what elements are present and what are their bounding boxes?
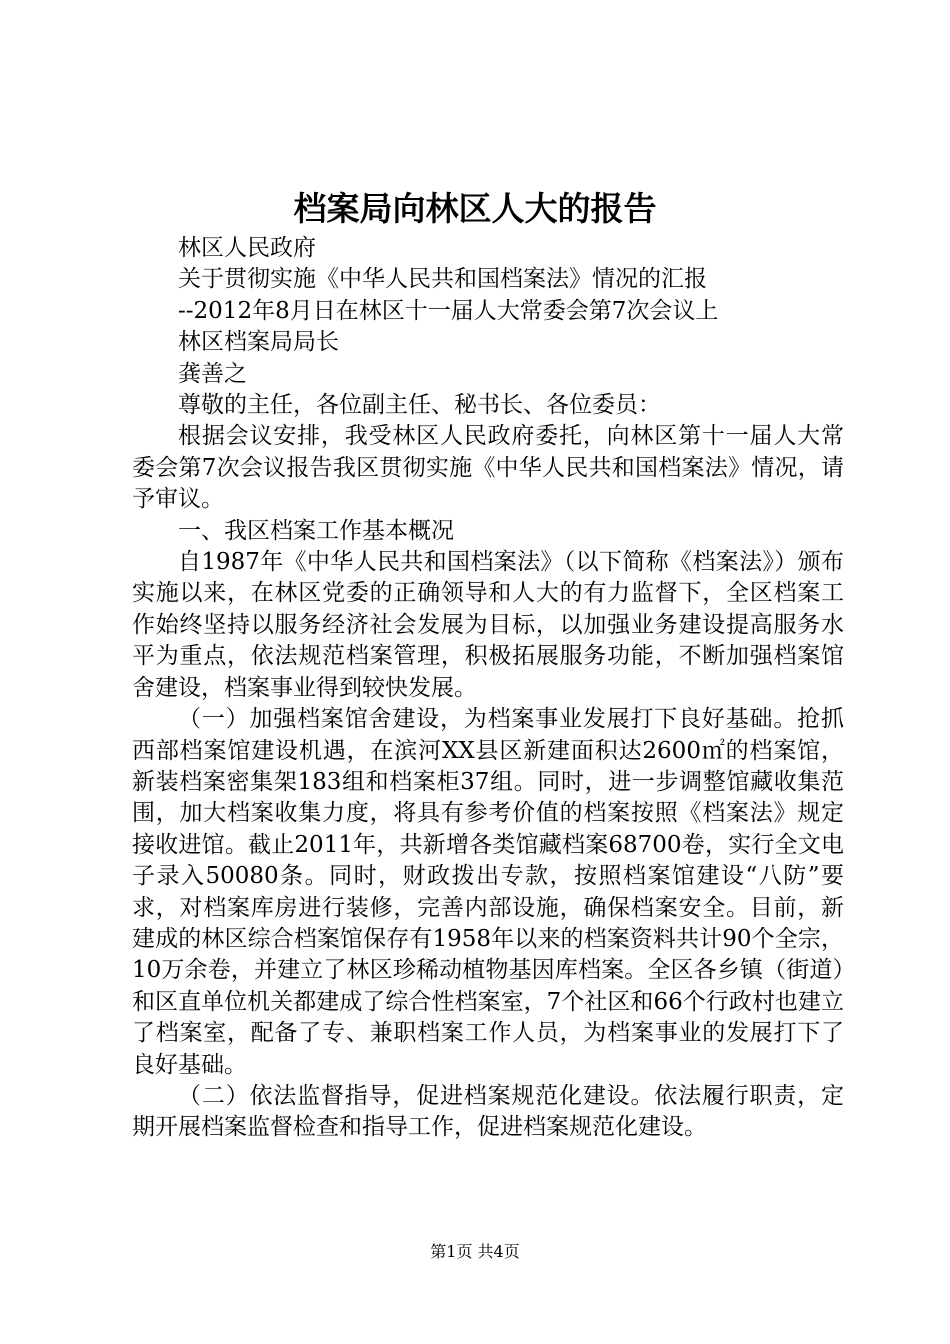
body-paragraph-2: （一）加强档案馆舍建设，为档案事业发展打下良好基础。抢抓西部档案馆建设机遇，在滨河XX县区新建面积达2600㎡的档案馆，新装档案密集架183组和档案柜37组。同时，进一步调整馆藏收集范围，加大档案收集力度，将具有参考价值的档案按照《档案法》规定接收进馆。截止2011年，共新增各类馆藏档案68700卷，实行全文电子录入50080条。同时，财政拨出专款，按照档案馆建设“八防”要求，对档案库房进行装修，完善内部设施，确保档案安全。目前，新建成的林区综合档案馆保存有1958年以来的档案资料共计90个全宗，10万余卷，并建立了林区珍稀动植物基因库档案。全区各乡镇（街道）和区直单位机关都建成了综合性档案室，7个社区和66个行政村也建立了档案室，配备了专、兼职档案工作人员，为档案事业的发展打下了良好基础。	[132, 706, 844, 1078]
intro-paragraph: 根据会议安排，我受林区人民政府委托，向林区第十一届人大常委会第7次会议报告我区贯彻实施《中华人民共和国档案法》情况，请予审议。	[132, 423, 844, 513]
body-paragraph-3: （二）依法监督指导，促进档案规范化建设。依法履行职责，定期开展档案监督检查和指导工作，促进档案规范化建设。	[132, 1082, 844, 1141]
page-footer: 第1页 共4页	[430, 1242, 520, 1261]
document-title: 档案局向林区人大的报告	[293, 189, 657, 228]
meta-line-issuer: 林区人民政府	[178, 235, 316, 261]
salutation: 尊敬的主任，各位副主任、秘书长、各位委员：	[178, 392, 661, 419]
meta-line-subject: 关于贯彻实施《中华人民共和国档案法》情况的汇报	[178, 266, 707, 293]
meta-line-occasion: --2012年8月日在林区十一届人大常委会第7次会议上	[178, 297, 719, 324]
section-heading: 一、我区档案工作基本概况	[178, 517, 454, 544]
meta-line-position: 林区档案局局长	[178, 329, 339, 356]
meta-line-author: 龚善之	[178, 360, 247, 387]
body-paragraph-1: 自1987年《中华人民共和国档案法》（以下简称《档案法》）颁布实施以来，在林区党委的正确领导和人大的有力监督下，全区档案工作始终坚持以服务经济社会发展为目标，以加强业务建设提高服务水平为重点，依法规范档案管理，积极拓展服务功能，不断加强档案馆舍建设，档案事业得到较快发展。	[132, 549, 844, 701]
document-body	[132, 233, 844, 1144]
